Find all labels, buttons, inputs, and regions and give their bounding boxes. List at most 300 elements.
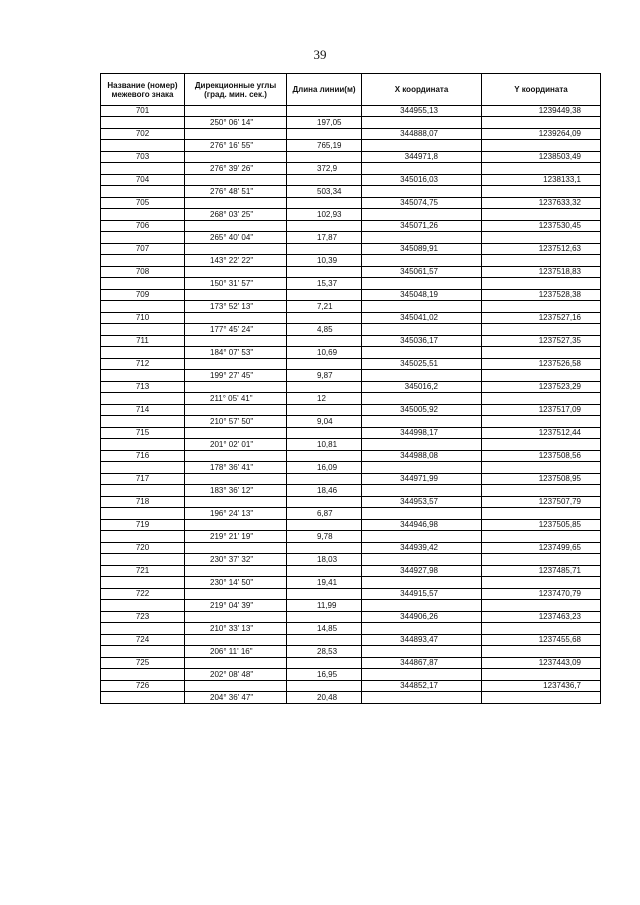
empty-cell	[482, 416, 601, 428]
empty-cell	[482, 232, 601, 244]
y-coordinate: 1237517,09	[482, 405, 601, 416]
point-row	[101, 566, 601, 577]
segment-row	[101, 370, 601, 382]
y-coordinate: 1238133,1	[482, 175, 601, 186]
segment-row	[101, 393, 601, 405]
empty-cell	[482, 692, 601, 704]
line-length: 12	[287, 393, 362, 405]
empty-cell	[287, 313, 362, 324]
empty-cell	[362, 531, 482, 543]
empty-cell	[482, 255, 601, 267]
x-coordinate: 344971,8	[362, 152, 482, 163]
empty-cell	[362, 623, 482, 635]
empty-cell	[101, 669, 185, 681]
segment-row	[101, 278, 601, 290]
empty-cell	[362, 301, 482, 313]
point-name: 720	[101, 543, 185, 554]
directional-angle: 201° 02' 01"	[185, 439, 287, 451]
line-length: 102,93	[287, 209, 362, 221]
empty-cell	[287, 336, 362, 347]
y-coordinate: 1237463,23	[482, 612, 601, 623]
empty-cell	[362, 577, 482, 589]
point-row	[101, 474, 601, 485]
point-row	[101, 405, 601, 416]
line-length: 17,87	[287, 232, 362, 244]
point-row	[101, 198, 601, 209]
empty-cell	[287, 520, 362, 531]
point-name: 711	[101, 336, 185, 347]
point-row	[101, 497, 601, 508]
segment-row	[101, 301, 601, 313]
empty-cell	[362, 669, 482, 681]
empty-cell	[482, 646, 601, 658]
point-name: 702	[101, 129, 185, 140]
line-length: 503,34	[287, 186, 362, 198]
x-coordinate: 345005,92	[362, 405, 482, 416]
empty-cell	[362, 278, 482, 290]
header-angle: Дирекционные углы (град. мин. сек.)	[185, 74, 287, 106]
segment-row	[101, 186, 601, 198]
empty-cell	[287, 612, 362, 623]
x-coordinate: 344915,57	[362, 589, 482, 600]
x-coordinate: 344867,87	[362, 658, 482, 669]
point-row	[101, 175, 601, 186]
x-coordinate: 344939,42	[362, 543, 482, 554]
header-x: X координата	[362, 74, 482, 106]
empty-cell	[362, 255, 482, 267]
empty-cell	[185, 612, 287, 623]
empty-cell	[287, 658, 362, 669]
empty-cell	[482, 439, 601, 451]
x-coordinate: 344988,08	[362, 451, 482, 462]
point-name: 709	[101, 290, 185, 301]
empty-cell	[185, 497, 287, 508]
x-coordinate: 344888,07	[362, 129, 482, 140]
empty-cell	[362, 554, 482, 566]
segment-row	[101, 117, 601, 129]
line-length: 20,48	[287, 692, 362, 704]
empty-cell	[101, 577, 185, 589]
empty-cell	[287, 474, 362, 485]
point-name: 724	[101, 635, 185, 646]
empty-cell	[362, 600, 482, 612]
directional-angle: 177° 45' 24"	[185, 324, 287, 336]
empty-cell	[482, 577, 601, 589]
directional-angle: 204° 36' 47"	[185, 692, 287, 704]
segment-row	[101, 623, 601, 635]
empty-cell	[101, 554, 185, 566]
empty-cell	[101, 347, 185, 359]
line-length: 9,04	[287, 416, 362, 428]
point-name: 713	[101, 382, 185, 393]
empty-cell	[185, 543, 287, 554]
empty-cell	[362, 186, 482, 198]
line-length: 10,39	[287, 255, 362, 267]
segment-row	[101, 140, 601, 152]
segment-row	[101, 669, 601, 681]
empty-cell	[482, 393, 601, 405]
x-coordinate: 344893,47	[362, 635, 482, 646]
y-coordinate: 1237436,7	[482, 681, 601, 692]
line-length: 16,09	[287, 462, 362, 474]
y-coordinate: 1237526,58	[482, 359, 601, 370]
x-coordinate: 344955,13	[362, 106, 482, 117]
empty-cell	[101, 393, 185, 405]
y-coordinate: 1237530,45	[482, 221, 601, 232]
header-name: Название (номер) межевого знака	[101, 74, 185, 106]
empty-cell	[185, 290, 287, 301]
empty-cell	[482, 163, 601, 175]
point-row	[101, 359, 601, 370]
directional-angle: 202° 08' 48"	[185, 669, 287, 681]
point-row	[101, 428, 601, 439]
directional-angle: 230° 14' 50"	[185, 577, 287, 589]
directional-angle: 250° 06' 14"	[185, 117, 287, 129]
empty-cell	[287, 589, 362, 600]
empty-cell	[362, 393, 482, 405]
line-length: 197,05	[287, 117, 362, 129]
point-row	[101, 681, 601, 692]
empty-cell	[185, 313, 287, 324]
point-row	[101, 612, 601, 623]
empty-cell	[185, 244, 287, 255]
empty-cell	[362, 416, 482, 428]
y-coordinate: 1237470,79	[482, 589, 601, 600]
y-coordinate: 1237455,68	[482, 635, 601, 646]
segment-row	[101, 692, 601, 704]
empty-cell	[185, 589, 287, 600]
y-coordinate: 1237443,09	[482, 658, 601, 669]
x-coordinate: 344906,26	[362, 612, 482, 623]
segment-row	[101, 255, 601, 267]
point-name: 701	[101, 106, 185, 117]
point-row	[101, 152, 601, 163]
empty-cell	[101, 646, 185, 658]
segment-row	[101, 508, 601, 520]
line-length: 19,41	[287, 577, 362, 589]
point-row	[101, 382, 601, 393]
empty-cell	[362, 485, 482, 497]
x-coordinate: 344971,99	[362, 474, 482, 485]
directional-angle: 230° 37' 32"	[185, 554, 287, 566]
empty-cell	[362, 439, 482, 451]
x-coordinate: 345048,19	[362, 290, 482, 301]
directional-angle: 276° 16' 55"	[185, 140, 287, 152]
empty-cell	[482, 531, 601, 543]
empty-cell	[287, 267, 362, 278]
table-header-row	[101, 74, 601, 106]
x-coordinate: 345041,02	[362, 313, 482, 324]
x-coordinate: 345074,75	[362, 198, 482, 209]
empty-cell	[101, 462, 185, 474]
point-name: 705	[101, 198, 185, 209]
empty-cell	[101, 370, 185, 382]
empty-cell	[287, 543, 362, 554]
point-name: 721	[101, 566, 185, 577]
line-length: 18,46	[287, 485, 362, 497]
point-row	[101, 589, 601, 600]
directional-angle: 219° 21' 19"	[185, 531, 287, 543]
directional-angle: 210° 33' 13"	[185, 623, 287, 635]
point-row	[101, 267, 601, 278]
directional-angle: 206° 11' 16"	[185, 646, 287, 658]
empty-cell	[101, 508, 185, 520]
y-coordinate: 1237508,95	[482, 474, 601, 485]
line-length: 765,19	[287, 140, 362, 152]
y-coordinate: 1237512,44	[482, 428, 601, 439]
empty-cell	[185, 221, 287, 232]
y-coordinate: 1237505,85	[482, 520, 601, 531]
empty-cell	[482, 140, 601, 152]
x-coordinate: 344946,98	[362, 520, 482, 531]
point-name: 716	[101, 451, 185, 462]
empty-cell	[362, 163, 482, 175]
empty-cell	[101, 163, 185, 175]
segment-row	[101, 554, 601, 566]
x-coordinate: 345016,2	[362, 382, 482, 393]
segment-row	[101, 439, 601, 451]
empty-cell	[185, 658, 287, 669]
directional-angle: 219° 04' 39"	[185, 600, 287, 612]
line-length: 9,87	[287, 370, 362, 382]
y-coordinate: 1237507,79	[482, 497, 601, 508]
empty-cell	[482, 508, 601, 520]
empty-cell	[287, 497, 362, 508]
point-name: 723	[101, 612, 185, 623]
empty-cell	[101, 186, 185, 198]
x-coordinate: 344953,57	[362, 497, 482, 508]
empty-cell	[101, 324, 185, 336]
point-row	[101, 520, 601, 531]
point-row	[101, 658, 601, 669]
empty-cell	[362, 370, 482, 382]
empty-cell	[482, 669, 601, 681]
empty-cell	[101, 255, 185, 267]
segment-row	[101, 485, 601, 497]
empty-cell	[185, 382, 287, 393]
empty-cell	[482, 301, 601, 313]
point-row	[101, 543, 601, 554]
empty-cell	[185, 129, 287, 140]
coordinates-table	[100, 73, 601, 704]
empty-cell	[287, 681, 362, 692]
y-coordinate: 1237508,56	[482, 451, 601, 462]
empty-cell	[101, 140, 185, 152]
empty-cell	[482, 186, 601, 198]
x-coordinate: 345061,57	[362, 267, 482, 278]
directional-angle: 143° 22' 22"	[185, 255, 287, 267]
empty-cell	[482, 370, 601, 382]
point-row	[101, 244, 601, 255]
point-name: 719	[101, 520, 185, 531]
segment-row	[101, 324, 601, 336]
empty-cell	[185, 175, 287, 186]
line-length: 9,78	[287, 531, 362, 543]
point-name: 707	[101, 244, 185, 255]
point-name: 706	[101, 221, 185, 232]
point-name: 703	[101, 152, 185, 163]
point-name: 717	[101, 474, 185, 485]
directional-angle: 265° 40' 04"	[185, 232, 287, 244]
empty-cell	[101, 232, 185, 244]
segment-row	[101, 209, 601, 221]
point-name: 726	[101, 681, 185, 692]
empty-cell	[287, 405, 362, 416]
empty-cell	[287, 152, 362, 163]
empty-cell	[101, 531, 185, 543]
empty-cell	[185, 336, 287, 347]
empty-cell	[185, 635, 287, 646]
x-coordinate: 344852,17	[362, 681, 482, 692]
empty-cell	[101, 209, 185, 221]
point-name: 708	[101, 267, 185, 278]
segment-row	[101, 531, 601, 543]
x-coordinate: 345025,51	[362, 359, 482, 370]
empty-cell	[362, 508, 482, 520]
segment-row	[101, 600, 601, 612]
directional-angle: 210° 57' 50"	[185, 416, 287, 428]
empty-cell	[185, 198, 287, 209]
empty-cell	[287, 359, 362, 370]
empty-cell	[185, 451, 287, 462]
directional-angle: 211° 05' 41"	[185, 393, 287, 405]
empty-cell	[287, 566, 362, 577]
empty-cell	[101, 439, 185, 451]
empty-cell	[482, 623, 601, 635]
empty-cell	[287, 129, 362, 140]
empty-cell	[287, 451, 362, 462]
line-length: 7,21	[287, 301, 362, 313]
empty-cell	[362, 324, 482, 336]
empty-cell	[101, 301, 185, 313]
empty-cell	[185, 267, 287, 278]
directional-angle: 150° 31' 57"	[185, 278, 287, 290]
empty-cell	[287, 635, 362, 646]
empty-cell	[362, 232, 482, 244]
empty-cell	[287, 198, 362, 209]
empty-cell	[287, 106, 362, 117]
empty-cell	[185, 474, 287, 485]
segment-row	[101, 646, 601, 658]
empty-cell	[101, 485, 185, 497]
y-coordinate: 1237523,29	[482, 382, 601, 393]
point-row	[101, 290, 601, 301]
empty-cell	[482, 600, 601, 612]
point-row	[101, 313, 601, 324]
y-coordinate: 1237527,16	[482, 313, 601, 324]
y-coordinate: 1237528,38	[482, 290, 601, 301]
point-name: 714	[101, 405, 185, 416]
line-length: 11,99	[287, 600, 362, 612]
point-name: 718	[101, 497, 185, 508]
line-length: 16,95	[287, 669, 362, 681]
line-length: 18,03	[287, 554, 362, 566]
y-coordinate: 1238503,49	[482, 152, 601, 163]
empty-cell	[287, 175, 362, 186]
point-row	[101, 336, 601, 347]
empty-cell	[185, 566, 287, 577]
point-name: 704	[101, 175, 185, 186]
empty-cell	[185, 106, 287, 117]
directional-angle: 276° 39' 26"	[185, 163, 287, 175]
empty-cell	[101, 416, 185, 428]
empty-cell	[362, 692, 482, 704]
empty-cell	[101, 600, 185, 612]
y-coordinate: 1239264,09	[482, 129, 601, 140]
point-name: 715	[101, 428, 185, 439]
empty-cell	[362, 209, 482, 221]
empty-cell	[101, 278, 185, 290]
point-row	[101, 106, 601, 117]
y-coordinate: 1237633,32	[482, 198, 601, 209]
empty-cell	[482, 117, 601, 129]
point-row	[101, 635, 601, 646]
empty-cell	[362, 140, 482, 152]
line-length: 4,85	[287, 324, 362, 336]
empty-cell	[482, 462, 601, 474]
empty-cell	[362, 347, 482, 359]
header-length: Длина линии(м)	[287, 74, 362, 106]
segment-row	[101, 462, 601, 474]
point-row	[101, 451, 601, 462]
segment-row	[101, 577, 601, 589]
directional-angle: 183° 36' 12"	[185, 485, 287, 497]
x-coordinate: 344927,98	[362, 566, 482, 577]
line-length: 6,87	[287, 508, 362, 520]
empty-cell	[482, 554, 601, 566]
directional-angle: 268° 03' 25"	[185, 209, 287, 221]
page-number: 39	[313, 47, 327, 62]
empty-cell	[101, 623, 185, 635]
line-length: 15,37	[287, 278, 362, 290]
y-coordinate: 1239449,38	[482, 106, 601, 117]
empty-cell	[287, 428, 362, 439]
point-name: 722	[101, 589, 185, 600]
x-coordinate: 345071,26	[362, 221, 482, 232]
empty-cell	[482, 209, 601, 221]
point-name: 712	[101, 359, 185, 370]
segment-row	[101, 163, 601, 175]
directional-angle: 199° 27' 45"	[185, 370, 287, 382]
y-coordinate: 1237527,35	[482, 336, 601, 347]
header-y: Y координата	[482, 74, 601, 106]
x-coordinate: 345089,91	[362, 244, 482, 255]
empty-cell	[185, 152, 287, 163]
empty-cell	[362, 462, 482, 474]
empty-cell	[287, 290, 362, 301]
empty-cell	[185, 428, 287, 439]
line-length: 10,69	[287, 347, 362, 359]
y-coordinate: 1237518,83	[482, 267, 601, 278]
empty-cell	[287, 382, 362, 393]
empty-cell	[185, 681, 287, 692]
empty-cell	[482, 485, 601, 497]
table-body	[101, 106, 601, 704]
line-length: 372,9	[287, 163, 362, 175]
empty-cell	[101, 117, 185, 129]
x-coordinate: 345016,03	[362, 175, 482, 186]
empty-cell	[287, 221, 362, 232]
empty-cell	[185, 405, 287, 416]
empty-cell	[362, 646, 482, 658]
empty-cell	[185, 520, 287, 531]
point-name: 710	[101, 313, 185, 324]
y-coordinate: 1237499,65	[482, 543, 601, 554]
empty-cell	[362, 117, 482, 129]
directional-angle: 196° 24' 13"	[185, 508, 287, 520]
point-row	[101, 129, 601, 140]
x-coordinate: 344998,17	[362, 428, 482, 439]
